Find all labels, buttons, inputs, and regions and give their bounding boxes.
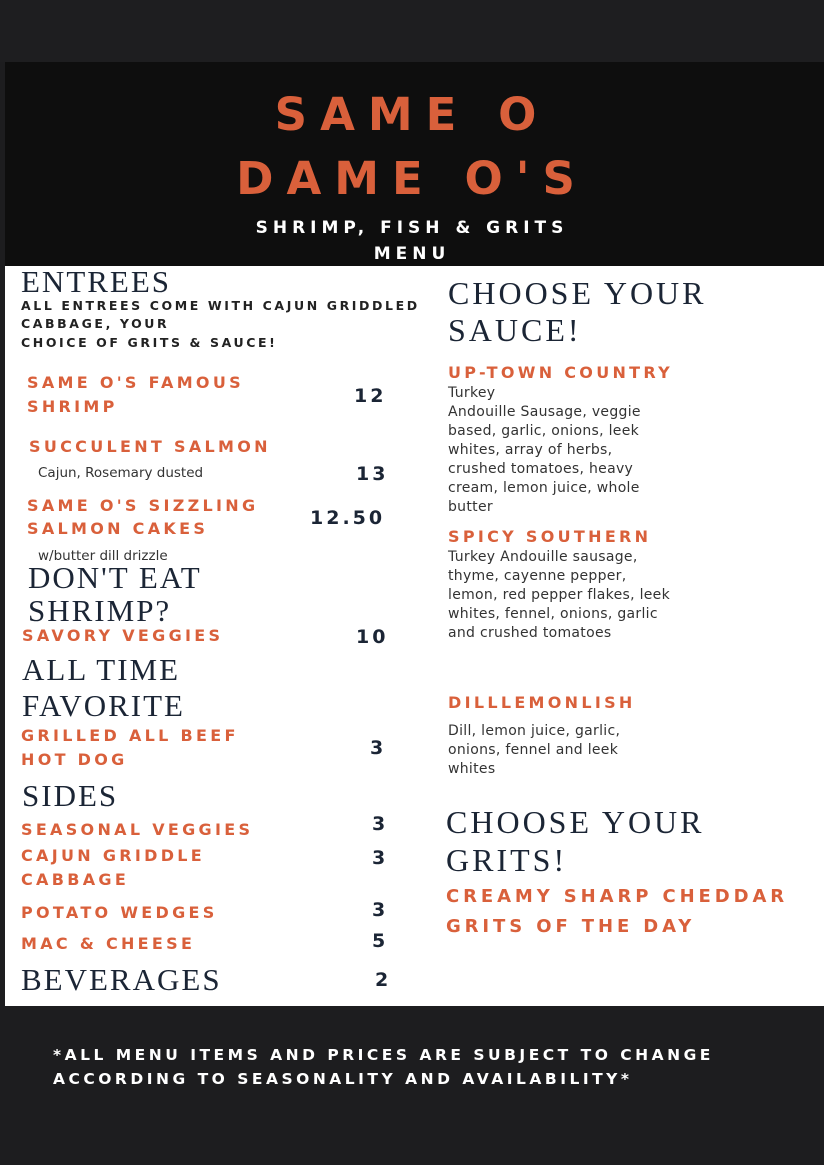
sauce-option-uptown-country: UP-TOWN COUNTRY — [448, 363, 674, 382]
entrees-note-line2: CABBAGE, YOUR — [21, 316, 170, 331]
entrees-heading: ENTREES — [21, 264, 172, 299]
grits-option-of-the-day: GRITS OF THE DAY — [446, 916, 696, 937]
uptown-country-desc-line2: Andouille Sausage, veggie — [448, 404, 641, 420]
top-bar — [0, 0, 824, 62]
menu-item-salmon-cakes-line1: SAME O'S SIZZLING — [27, 496, 259, 515]
price-mac-cheese: 5 — [372, 930, 389, 952]
no-shrimp-heading-line2: SHRIMP? — [28, 593, 172, 628]
uptown-country-desc-line1: Turkey — [448, 385, 496, 401]
spicy-southern-desc-line4: whites, fennel, onions, garlic — [448, 606, 658, 622]
price-succulent-salmon: 13 — [356, 463, 389, 485]
beverages-heading: BEVERAGES — [21, 962, 222, 997]
menu-item-savory-veggies: SAVORY VEGGIES — [22, 626, 224, 645]
price-seasonal-veggies: 3 — [372, 813, 389, 835]
uptown-country-desc-line6: cream, lemon juice, whole — [448, 480, 640, 496]
dilllemonlish-desc-line1: Dill, lemon juice, garlic, — [448, 723, 621, 739]
price-salmon-cakes: 12.50 — [310, 507, 386, 529]
menu-item-cajun-cabbage-line2: CABBAGE — [21, 870, 130, 889]
menu-item-potato-wedges: POTATO WEDGES — [21, 903, 218, 922]
uptown-country-desc-line5: crushed tomatoes, heavy — [448, 461, 634, 477]
sides-heading: SIDES — [22, 778, 119, 813]
price-savory-veggies: 10 — [356, 626, 389, 648]
succulent-salmon-description: Cajun, Rosemary dusted — [38, 465, 204, 481]
menu-item-salmon-cakes-line2: SALMON CAKES — [27, 519, 209, 538]
menu-item-hot-dog-line1: GRILLED ALL BEEF — [21, 726, 239, 745]
sauce-heading-line2: SAUCE! — [448, 312, 582, 348]
restaurant-name-line1: SAME O — [274, 88, 550, 141]
restaurant-name-line2: DAME O'S — [236, 152, 588, 205]
price-beverages: 2 — [375, 969, 392, 991]
salmon-cakes-description: w/butter dill drizzle — [38, 548, 168, 564]
spicy-southern-desc-line2: thyme, cayenne pepper, — [448, 568, 627, 584]
spicy-southern-desc-line1: Turkey Andouille sausage, — [448, 549, 638, 565]
grits-heading-line1: CHOOSE YOUR — [446, 804, 705, 840]
menu-subtitle-line2: MENU — [373, 244, 451, 264]
menu-item-seasonal-veggies: SEASONAL VEGGIES — [21, 820, 254, 839]
dilllemonlish-desc-line2: onions, fennel and leek — [448, 742, 619, 758]
grits-heading-line2: GRITS! — [446, 842, 568, 878]
price-hot-dog: 3 — [370, 737, 387, 759]
grits-option-creamy-cheddar: CREAMY SHARP CHEDDAR — [446, 886, 789, 907]
menu-item-mac-cheese: MAC & CHEESE — [21, 934, 196, 953]
menu-item-succulent-salmon: SUCCULENT SALMON — [29, 437, 271, 456]
menu-item-famous-shrimp-line2: SHRIMP — [27, 397, 118, 416]
entrees-note-line1: ALL ENTREES COME WITH CAJUN GRIDDLED — [21, 298, 420, 313]
favorite-heading-line2: FAVORITE — [22, 688, 185, 723]
disclaimer-line2: ACCORDING TO SEASONALITY AND AVAILABILITY* — [53, 1070, 633, 1088]
uptown-country-desc-line4: whites, array of herbs, — [448, 442, 613, 458]
sauce-option-dilllemonlish: DILLLEMONLISH — [448, 693, 636, 712]
sauce-heading-line1: CHOOSE YOUR — [448, 275, 707, 311]
dilllemonlish-desc-line3: whites — [448, 761, 496, 777]
no-shrimp-heading-line1: DON'T EAT — [28, 560, 202, 595]
spicy-southern-desc-line5: and crushed tomatoes — [448, 625, 612, 641]
price-famous-shrimp: 12 — [354, 385, 387, 407]
disclaimer-line1: *ALL MENU ITEMS AND PRICES ARE SUBJECT TO CHANGE — [53, 1046, 714, 1064]
menu-item-hot-dog-line2: HOT DOG — [21, 750, 128, 769]
price-cajun-cabbage: 3 — [372, 847, 389, 869]
uptown-country-desc-line7: butter — [448, 499, 493, 515]
sauce-option-spicy-southern: SPICY SOUTHERN — [448, 527, 652, 546]
menu-item-cajun-cabbage-line1: CAJUN GRIDDLE — [21, 846, 206, 865]
entrees-note-line3: CHOICE OF GRITS & SAUCE! — [21, 335, 278, 350]
favorite-heading-line1: ALL TIME — [22, 652, 181, 687]
spicy-southern-desc-line3: lemon, red pepper flakes, leek — [448, 587, 671, 603]
menu-subtitle-line1: SHRIMP, FISH & GRITS — [255, 218, 569, 238]
uptown-country-desc-line3: based, garlic, onions, leek — [448, 423, 640, 439]
menu-item-famous-shrimp-line1: SAME O'S FAMOUS — [27, 373, 244, 392]
price-potato-wedges: 3 — [372, 899, 389, 921]
